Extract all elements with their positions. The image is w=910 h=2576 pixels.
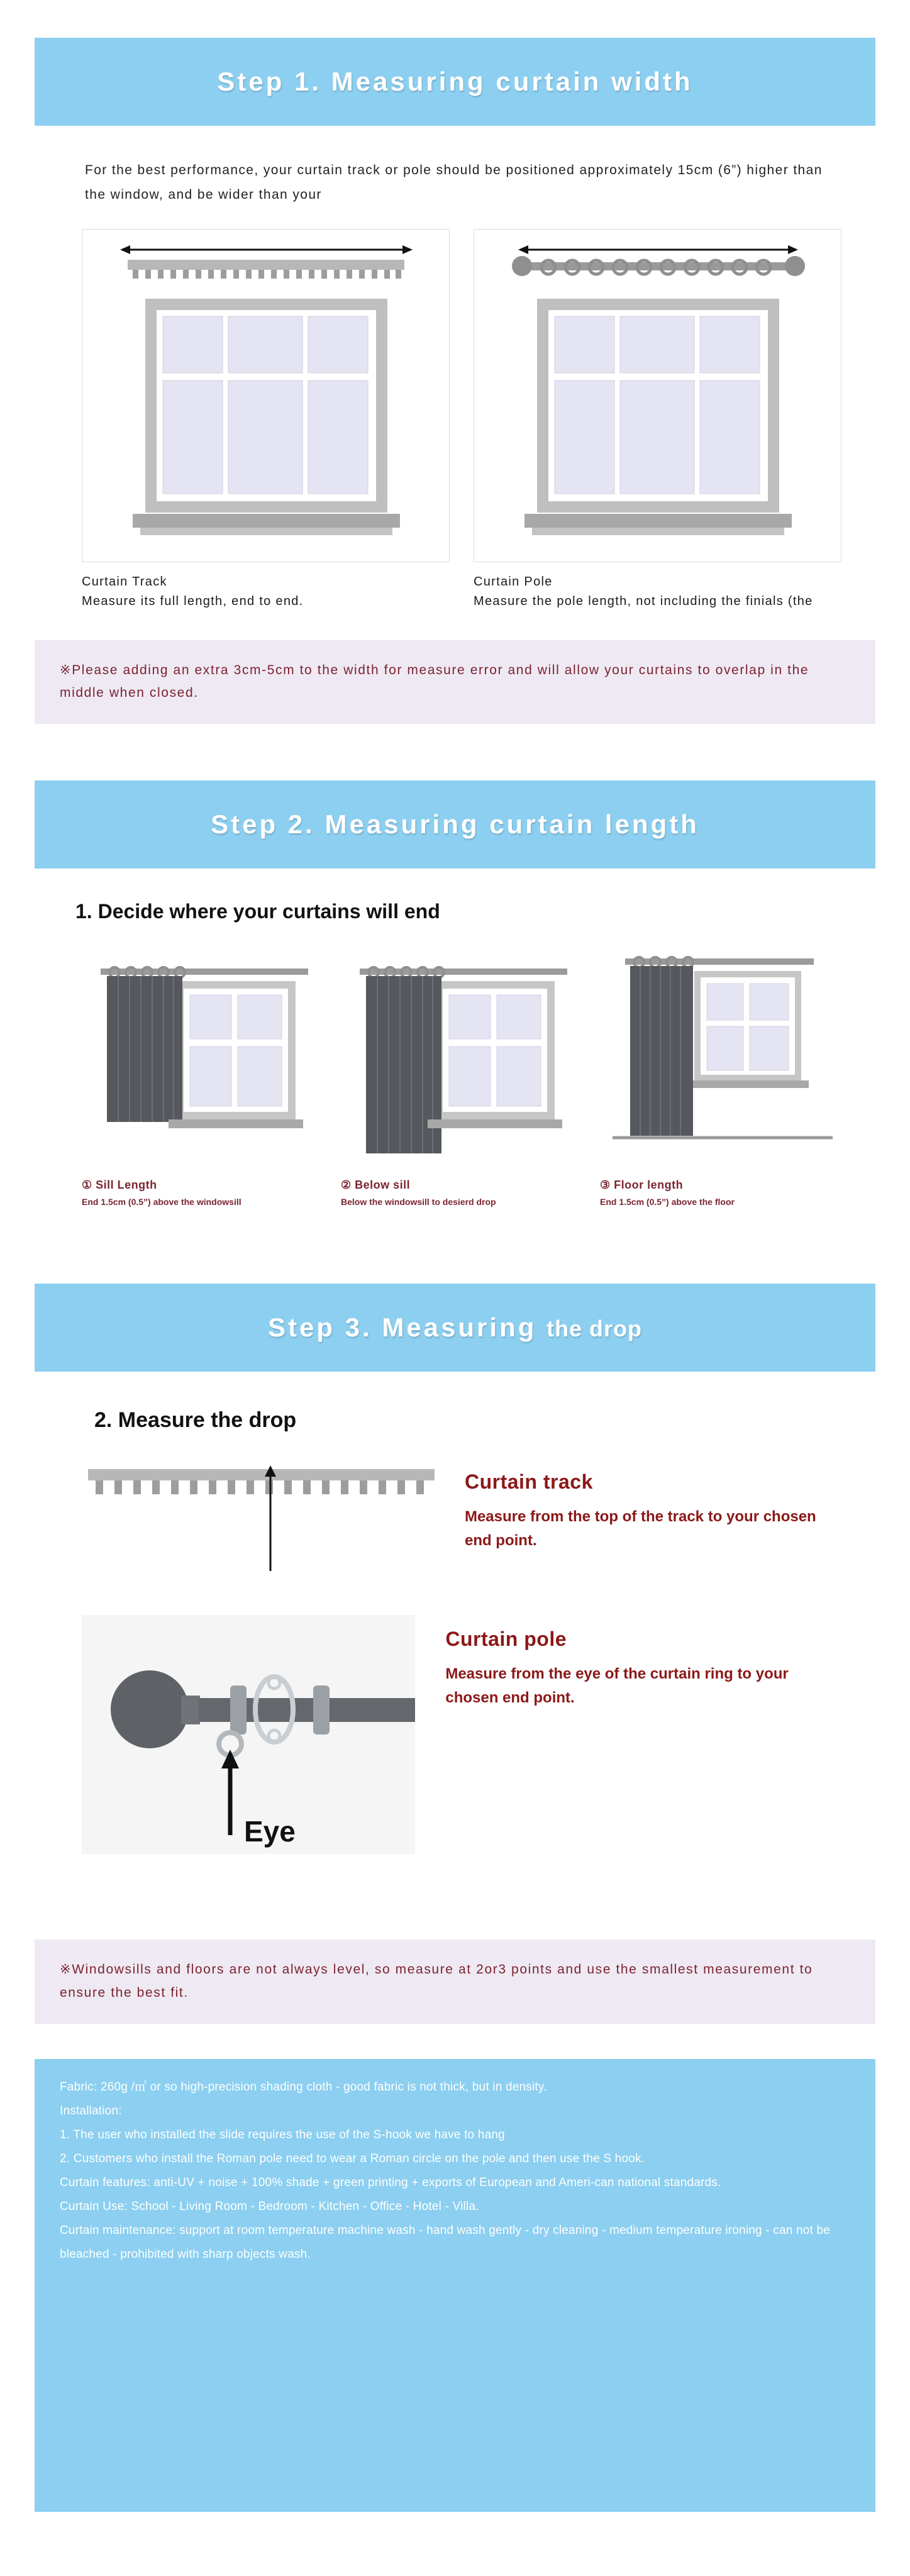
- pole-drop-graphic: [82, 1615, 415, 1854]
- product-info-line-1: Fabric: 260g /㎡ or so high-precision shading cloth - good fabric is not thick, but in density.: [60, 2080, 547, 2094]
- eye-label: Eye: [244, 1815, 296, 1848]
- step1-track-caption-desc: Measure its full length, end to end.: [82, 594, 304, 608]
- step1-intro-text: For the best performance, your curtain track or pole should be positioned approximately 15cm (6”) higher than the window, and be wider than your: [85, 163, 823, 202]
- window-with-pole-graphic: [474, 230, 841, 562]
- product-info-line-4: 2. Customers who install the Roman pole need to wear a Roman circle on the pole and then use the S hook.: [60, 2151, 645, 2165]
- below-sill-title: ② Below sill: [341, 1179, 411, 1192]
- step3-banner: [35, 1284, 875, 1372]
- step1-track-caption-title: Curtain Track: [82, 574, 167, 589]
- gap-step2-step3: [0, 1208, 910, 1284]
- product-info-line-3: 1. The user who installed the slide requires the use of the S-hook we have to hang: [60, 2128, 505, 2141]
- gap-step1-step2: [0, 724, 910, 780]
- step2-banner-title: Step 2. Measuring curtain length: [211, 809, 699, 840]
- step3-banner-title: [268, 1313, 642, 1343]
- gap-before-step3-note: [0, 1854, 910, 1911]
- sill-length-graphic: [82, 946, 327, 1172]
- curtain-track-illustration: [82, 229, 450, 562]
- step1-banner-title: Step 1. Measuring curtain width: [217, 67, 693, 96]
- pole-drop-title: Curtain pole: [445, 1628, 567, 1651]
- step3-subhead: 2. Measure the drop: [94, 1408, 297, 1433]
- curtain-pole-illustration: [474, 229, 841, 562]
- product-info-line-7: Curtain maintenance: support at room temperature machine wash - hand wash gently - dry cleaning - medium temperature ironing - can not be bleached - prohibited with sharp objects wash.: [60, 2223, 831, 2261]
- floor-length-title: ③ Floor length: [600, 1179, 684, 1192]
- track-drop-illustration: [82, 1458, 435, 1571]
- step3-track-text: [435, 1458, 828, 1552]
- step2-option-floor: [600, 946, 845, 1208]
- step3-note: ※Windowsills and floors are not always level, so measure at 2or3 points and use the smallest measurement to ensure the best fit.: [35, 1940, 875, 2024]
- step1-track-caption: [82, 572, 450, 611]
- floor-length-desc: End 1.5cm (0.5”) above the floor: [600, 1197, 735, 1208]
- product-info-line-5: Curtain features: anti-UV + noise + 100% shade + green printing + exports of European and Ameri-can national standards.: [60, 2175, 721, 2189]
- sill-length-title: ① Sill Length: [82, 1179, 157, 1192]
- step3-banner-sub: the drop: [547, 1316, 643, 1342]
- step2-banner: [35, 780, 875, 869]
- pole-drop-illustration: [82, 1615, 415, 1854]
- step1-illustrations: [82, 229, 828, 611]
- below-sill-illustration: [341, 946, 586, 1172]
- step3-pole-text: [415, 1615, 828, 1709]
- track-drop-desc: Measure from the top of the track to your chosen end point.: [464, 1508, 816, 1549]
- floor-length-illustration: [600, 946, 845, 1172]
- product-info-line-6: Curtain Use: School - Living Room - Bedroom - Kitchen - Office - Hotel - Villa.: [60, 2199, 479, 2213]
- pole-drop-desc: Measure from the eye of the curtain ring to your chosen end point.: [445, 1665, 789, 1706]
- top-spacer: [0, 0, 910, 38]
- step1-track-panel: [82, 229, 450, 611]
- track-drop-graphic: [82, 1458, 435, 1571]
- window-with-track-graphic: [82, 230, 450, 562]
- below-sill-graphic: [341, 946, 586, 1172]
- step1-note: ※Please adding an extra 3cm-5cm to the width for measure error and will allow your curtains to overlap in the middle when closed.: [35, 640, 875, 724]
- step2-options: [82, 946, 828, 1208]
- step3-banner-main: Step 3. Measuring: [267, 1313, 537, 1343]
- step1-banner: [35, 38, 875, 126]
- step1-pole-panel: [474, 229, 841, 611]
- product-info-line-2: Installation:: [60, 2104, 122, 2118]
- step1-pole-caption: [474, 572, 841, 611]
- below-sill-desc: Below the windowsill to desierd drop: [341, 1197, 496, 1208]
- step2-option-sill: [82, 946, 327, 1208]
- product-info-box: [35, 2059, 875, 2512]
- floor-length-graphic: [600, 946, 845, 1172]
- step2-option-below-sill: [341, 946, 586, 1208]
- step1-pole-caption-desc: Measure the pole length, not including the finials (the: [474, 594, 813, 608]
- sill-length-desc: End 1.5cm (0.5”) above the windowsill: [82, 1197, 241, 1208]
- sill-length-illustration: [82, 946, 327, 1172]
- step3-track-row: [82, 1458, 828, 1571]
- step1-pole-caption-title: Curtain Pole: [474, 574, 553, 589]
- step3-pole-row: [82, 1615, 828, 1854]
- track-drop-title: Curtain track: [464, 1470, 593, 1494]
- step2-subhead: 1. Decide where your curtains will end: [75, 900, 440, 923]
